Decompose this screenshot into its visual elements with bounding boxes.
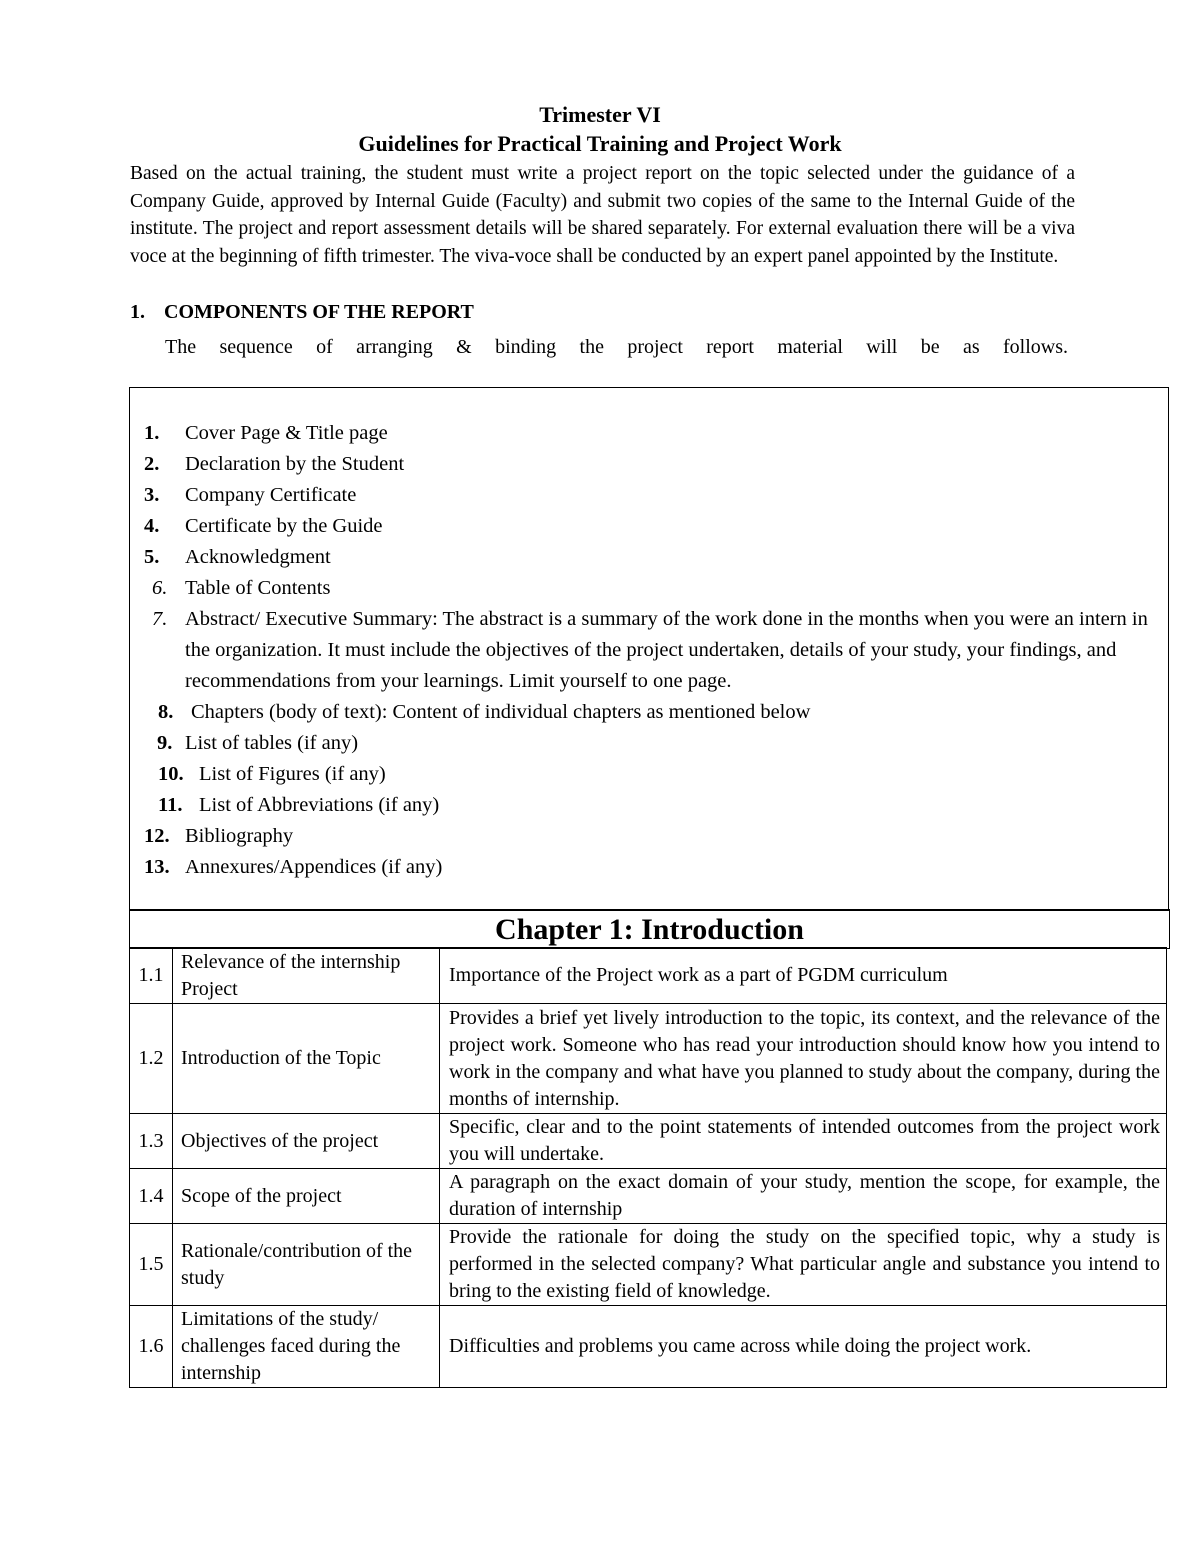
row-description: Provides a brief yet lively introduction to the topic, its context, and the relevance of the project work. Someone who has read your introduction should know how you intend to work in the company and what have you planned to study about the company, during the months of internship. <box>440 1004 1167 1114</box>
list-item <box>130 418 1160 449</box>
item-number: 12. <box>144 825 170 847</box>
row-topic: Rationale/contribution of the study <box>173 1224 440 1306</box>
item-number: 8. <box>158 701 174 723</box>
item-number: 7. <box>152 608 168 630</box>
list-item <box>130 852 1160 883</box>
list-item <box>130 821 1160 852</box>
list-item <box>130 542 1160 573</box>
row-topic: Limitations of the study/ challenges faced during the internship <box>173 1306 440 1388</box>
row-description: A paragraph on the exact domain of your study, mention the scope, for example, the duration of internship <box>440 1169 1167 1224</box>
item-text: List of Abbreviations (if any) <box>199 794 440 816</box>
row-number: 1.6 <box>130 1306 173 1388</box>
table-row <box>130 1114 1167 1169</box>
table-row <box>130 948 1167 1004</box>
document-title: Guidelines for Practical Training and Project Work <box>358 131 842 156</box>
section-heading <box>130 301 474 324</box>
row-description: Difficulties and problems you came across while doing the project work. <box>440 1306 1167 1388</box>
item-number: 3. <box>144 484 160 506</box>
item-text: Company Certificate <box>185 484 357 506</box>
item-number: 4. <box>144 515 160 537</box>
table-row <box>130 1004 1167 1114</box>
list-item <box>130 728 1160 759</box>
item-text: Declaration by the Student <box>185 453 405 475</box>
list-item <box>130 480 1160 511</box>
row-number: 1.3 <box>130 1114 173 1169</box>
item-text: Annexures/Appendices (if any) <box>185 856 443 878</box>
item-text: Cover Page & Title page <box>185 422 388 444</box>
item-text: List of tables (if any) <box>185 732 359 754</box>
row-number: 1.1 <box>130 948 173 1004</box>
item-number: 2. <box>144 453 160 475</box>
table-row <box>130 1224 1167 1306</box>
section-heading-text: COMPONENTS OF THE REPORT <box>164 301 474 323</box>
components-list <box>130 418 1160 883</box>
item-number: 10. <box>158 763 184 785</box>
list-item <box>130 449 1160 480</box>
item-text: Chapters (body of text): Content of individual chapters as mentioned below <box>191 701 811 723</box>
item-number: 9. <box>157 732 173 754</box>
item-text: Bibliography <box>185 825 294 847</box>
row-topic: Introduction of the Topic <box>173 1004 440 1114</box>
item-text: Acknowledgment <box>185 546 331 568</box>
chapter-table <box>129 947 1167 1388</box>
list-item <box>130 604 1160 697</box>
row-description: Specific, clear and to the point statements of intended outcomes from the project work you will undertake. <box>440 1114 1167 1169</box>
item-text: Table of Contents <box>185 577 331 599</box>
list-item <box>130 573 1160 604</box>
item-number: 11. <box>158 794 183 816</box>
table-row <box>130 1306 1167 1388</box>
item-text: Certificate by the Guide <box>185 515 383 537</box>
section-number: 1. <box>130 301 145 323</box>
intro-paragraph: Based on the actual training, the student must write a project report on the topic selected under the guidance of a Company Guide, approved by Internal Guide (Faculty) and submit two copies of the same to the Internal Guide of the institute. The project and report assessment details will be shared separately. For external evaluation there will be a viva voce at the beginning of fifth trimester. The viva-voce shall be conducted by an expert panel appointed by the Institute. <box>130 163 1075 267</box>
chapter-title: Chapter 1: Introduction <box>129 909 1170 949</box>
row-number: 1.4 <box>130 1169 173 1224</box>
list-item <box>130 697 1160 728</box>
row-topic: Scope of the project <box>173 1169 440 1224</box>
list-item <box>130 759 1160 790</box>
table-row <box>130 1169 1167 1224</box>
trimester-title: Trimester VI <box>539 102 661 127</box>
row-topic: Objectives of the project <box>173 1114 440 1169</box>
item-number: 13. <box>144 856 170 878</box>
list-item <box>130 511 1160 542</box>
row-description: Provide the rationale for doing the study on the specified topic, why a study is performed in the selected company? What particular angle and substance you intend to bring to the existing field of knowledge. <box>440 1224 1167 1306</box>
item-text: List of Figures (if any) <box>199 763 386 785</box>
item-number: 5. <box>144 546 160 568</box>
item-text: Abstract/ Executive Summary: The abstract is a summary of the work done in the months when you were an intern in the organization. It must include the objectives of the project undertaken, details of your study, your findings, and recommendations from your learnings. Limit yourself to one page. <box>185 608 1148 692</box>
components-box <box>129 387 1169 911</box>
list-item <box>130 790 1160 821</box>
row-topic: Relevance of the internship Project <box>173 948 440 1004</box>
row-number: 1.5 <box>130 1224 173 1306</box>
sequence-note: The sequence of arranging & binding the project report material will be as follows. <box>165 336 1068 358</box>
item-number: 1. <box>144 422 160 444</box>
row-description: Importance of the Project work as a part of PGDM curriculum <box>440 948 1167 1004</box>
item-number: 6. <box>152 577 168 599</box>
row-number: 1.2 <box>130 1004 173 1114</box>
